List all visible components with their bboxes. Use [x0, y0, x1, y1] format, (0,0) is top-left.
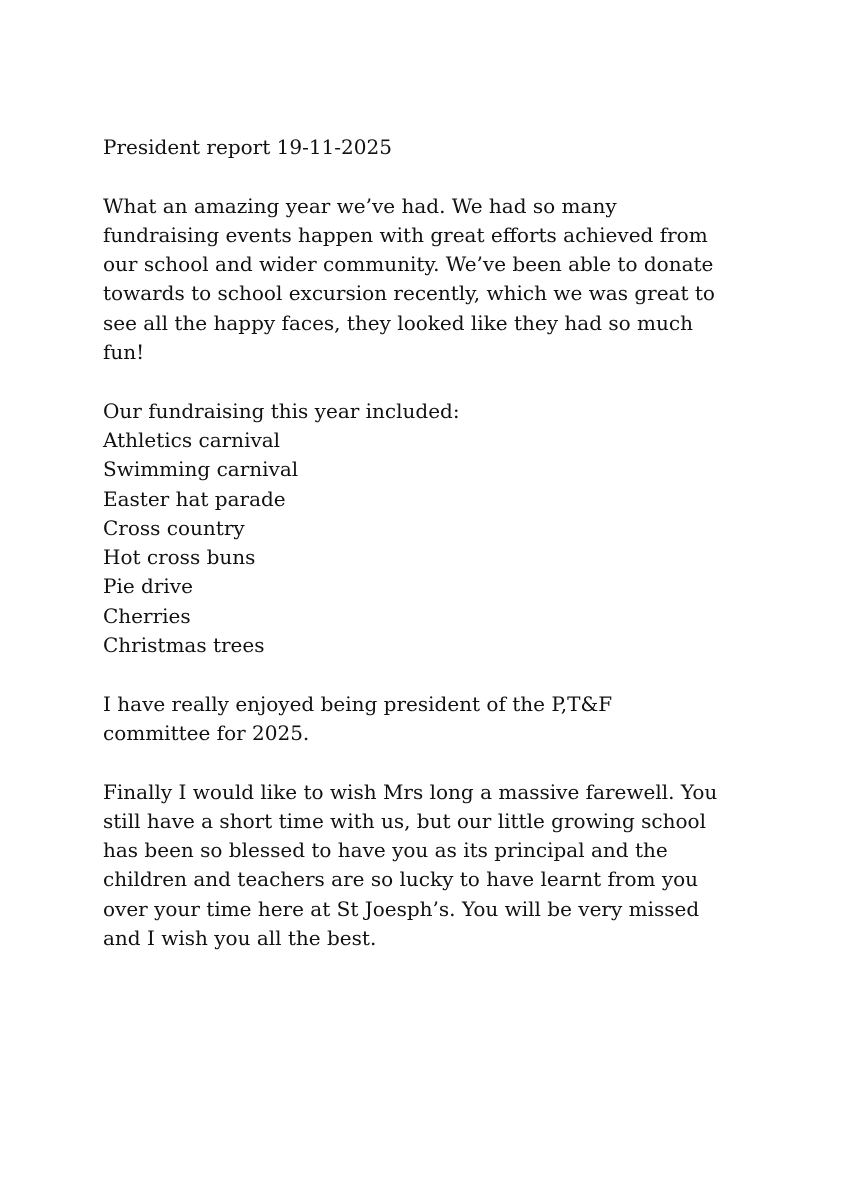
- list-item: Cherries: [103, 603, 191, 628]
- list-item: Christmas trees: [103, 633, 265, 658]
- fundraising-list: [103, 426, 783, 660]
- enjoyed-line: committee for 2025.: [103, 720, 310, 745]
- farewell-line: and I wish you all the best.: [103, 926, 377, 951]
- farewell-line: has been so blessed to have you as its principal and the: [103, 838, 668, 863]
- fundraising-section: [103, 397, 783, 661]
- intro-paragraph: [103, 192, 783, 368]
- list-item: Easter hat parade: [103, 486, 286, 511]
- intro-line: What an amazing year we’ve had. We had so many: [103, 193, 617, 218]
- list-item: Hot cross buns: [103, 545, 256, 570]
- report-page: [103, 133, 783, 983]
- intro-line: see all the happy faces, they looked like they had so much: [103, 310, 693, 335]
- farewell-paragraph: [103, 778, 783, 954]
- list-item: Athletics carnival: [103, 427, 281, 452]
- report-title: President report 19-11-2025: [103, 135, 392, 159]
- intro-line: our school and wider community. We’ve been able to donate: [103, 252, 714, 277]
- farewell-line: over your time here at St Joesph’s. You will be very missed: [103, 896, 700, 921]
- intro-line: fun!: [103, 340, 145, 365]
- intro-line: fundraising events happen with great efforts achieved from: [103, 222, 708, 247]
- enjoyed-paragraph: [103, 690, 783, 749]
- farewell-line: Finally I would like to wish Mrs long a massive farewell. You: [103, 779, 718, 804]
- list-item: Swimming carnival: [103, 457, 299, 482]
- farewell-line: still have a short time with us, but our little growing school: [103, 808, 706, 833]
- fundraising-heading: Our fundraising this year included:: [103, 398, 460, 423]
- intro-line: towards to school excursion recently, which we was great to: [103, 281, 715, 306]
- list-item: Pie drive: [103, 574, 193, 599]
- enjoyed-line: I have really enjoyed being president of the P,T&F: [103, 691, 613, 716]
- farewell-line: children and teachers are so lucky to have learnt from you: [103, 867, 699, 892]
- list-item: Cross country: [103, 515, 245, 540]
